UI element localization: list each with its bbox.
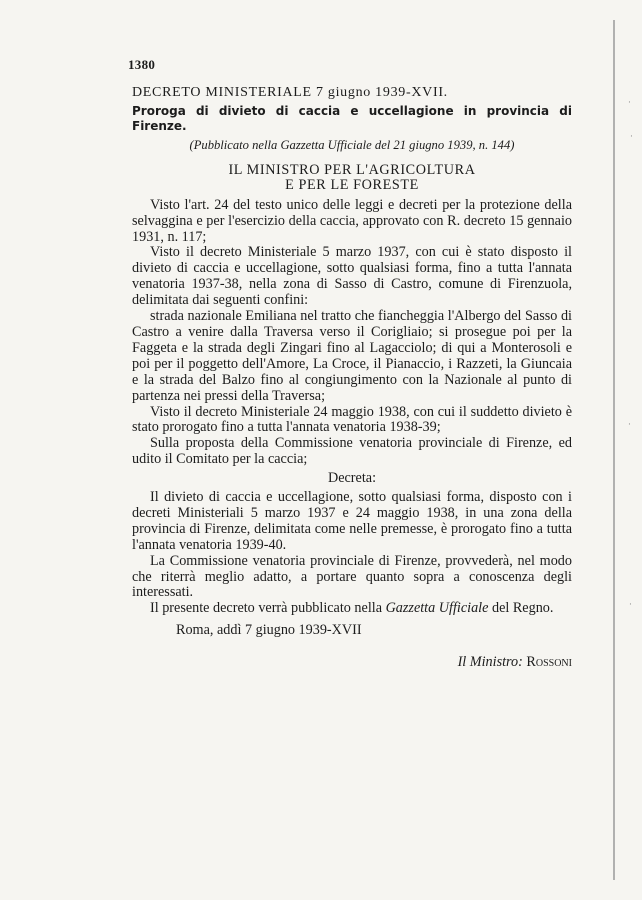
place-and-date: Roma, addì 7 giugno 1939-XVII (176, 622, 362, 639)
final-clause-text: Il presente decreto verrà pubblicato nella (150, 600, 386, 617)
bleed-through-mark: · (629, 600, 632, 610)
decreta-heading: Decreta: (327, 470, 377, 487)
article-paragraph: La Commissione venatoria provinciale di Firenze, provvederà, nel modo che riterrà meglio adatto, a portare quanto sopra a conoscenza degli interessati. (132, 552, 572, 601)
boundaries-paragraph: strada nazionale Emiliana nel tratto che fiancheggia l'Albergo del Sasso di Castro a venire dalla Traversa verso il Corigliaio; si prosegue poi per la Faggeta e la strada degli Zingari fino al Lagacciolo; di qui a Monterosoli e poi per il poggetto dell'Amore, La Croce, il Pianaccio, i Razzeti, la Giuncaia e la strada del Balzo fino al congiungimento con la Nazionale al punto di partenza nei pressi della Traversa; (132, 308, 572, 404)
preamble-paragraph: Visto l'art. 24 del testo unico delle leggi e decreti per la protezione della selvaggina e per l'esercizio della caccia, approvato con R. decreto 15 gennaio 1931, n. 117; (132, 196, 572, 245)
publication-note: (Pubblicato nella Gazzetta Ufficiale del 21 giugno 1939, n. 144) (189, 137, 515, 152)
final-clause (132, 601, 572, 617)
bleed-through-mark: · (628, 420, 631, 430)
bleed-through-mark: · (630, 132, 633, 142)
final-clause-end: del Regno. (488, 600, 554, 617)
decree-title: DECRETO MINISTERIALE 7 giugno 1939-XVII. (132, 84, 448, 100)
ministry-heading-line-1: IL MINISTRO PER L'AGRICOLTURA (228, 161, 476, 178)
page-number: 1380 (128, 57, 156, 72)
ministry-heading (132, 163, 572, 194)
signature-title: Il Ministro: (457, 654, 523, 671)
preamble-paragraph: Sulla proposta della Commissione venatoria provinciale di Firenze, ed udito il Comitato per la caccia; (132, 435, 572, 468)
bleed-through-mark: · (628, 98, 631, 108)
signature-name: Rossoni (526, 654, 572, 671)
page-gutter-divider (613, 20, 615, 880)
preamble-paragraph: Visto il decreto Ministeriale 24 maggio 1938, con cui il suddetto divieto è stato prorogato fino a tutta l'annata venatoria 1938-39; (132, 403, 572, 436)
ministry-heading-line-2: E PER LE FORESTE (285, 177, 419, 194)
document-body (128, 57, 572, 671)
decree-subject: Proroga di divieto di caccia e uccellagione in provincia di Firenze. (132, 103, 572, 133)
article-paragraph: Il divieto di caccia e uccellagione, sotto qualsiasi forma, disposto con i decreti Ministeriali 5 marzo 1937 e 24 maggio 1938, in una zona della provincia di Firenze, delimitata come nelle premesse, è prorogato fino a tutta l'annata venatoria 1939-40. (132, 489, 572, 553)
signature-line (132, 655, 572, 671)
preamble-paragraph: Visto il decreto Ministeriale 5 marzo 1937, con cui è stato disposto il divieto di caccia e uccellagione, sotto qualsiasi forma, fino a tutta l'annata venatoria 1937-38, nella zona di Sasso di Castro, comune di Firenzuola, delimitata dai seguenti confini: (132, 244, 572, 309)
gazette-name: Gazzetta Ufficiale (385, 600, 489, 617)
